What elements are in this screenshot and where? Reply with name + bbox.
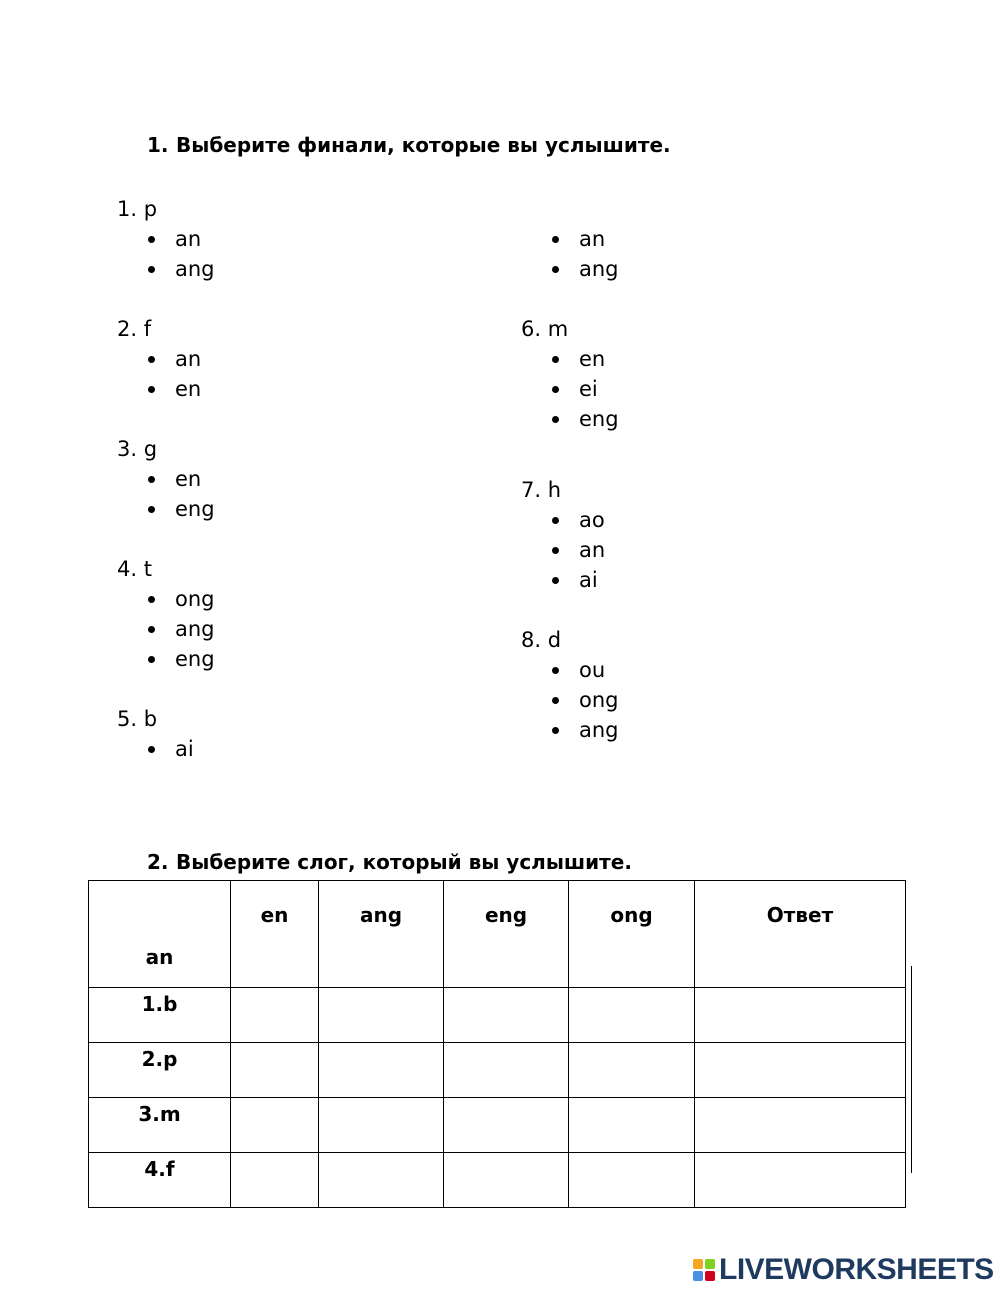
- row-label-cell: 2.p: [89, 1043, 231, 1098]
- option-label: en: [175, 467, 202, 491]
- option-item[interactable]: [521, 347, 619, 377]
- option-item[interactable]: [521, 658, 619, 688]
- question-label: 2. f: [117, 317, 152, 341]
- section-2-number: 2.: [147, 850, 169, 874]
- row-label-cell: 3.m: [89, 1098, 231, 1153]
- bullet-icon: [552, 517, 559, 524]
- bullet-icon: [552, 266, 559, 273]
- option-label: an: [175, 347, 202, 371]
- option-label: ang: [579, 718, 619, 742]
- logo-block: [693, 1271, 703, 1281]
- option-label: ang: [175, 257, 215, 281]
- section-1-title: Выберите финали, которые вы услышите.: [176, 133, 671, 157]
- bullet-icon: [552, 356, 559, 363]
- table-extra-border: [911, 966, 912, 1173]
- bullet-icon: [148, 656, 155, 663]
- liveworksheets-logo: [693, 1253, 994, 1286]
- option-label: ei: [579, 377, 598, 401]
- question-label: 4. t: [117, 557, 152, 581]
- section-1-number: 1.: [147, 133, 169, 157]
- table-row: [89, 1043, 906, 1098]
- answer-cell[interactable]: [319, 1098, 444, 1153]
- table-header-cell: an: [89, 881, 231, 988]
- bullet-icon: [552, 697, 559, 704]
- table-header-row: [89, 881, 906, 988]
- option-label: ao: [579, 508, 605, 532]
- bullet-icon: [552, 577, 559, 584]
- bullet-icon: [148, 746, 155, 753]
- option-list: [521, 347, 619, 437]
- answer-cell[interactable]: [231, 1043, 319, 1098]
- bullet-icon: [148, 266, 155, 273]
- row-label-cell: 4.f: [89, 1153, 231, 1208]
- answer-cell[interactable]: [695, 1153, 906, 1208]
- option-item[interactable]: [521, 508, 605, 538]
- option-item[interactable]: [117, 257, 215, 287]
- bullet-icon: [552, 236, 559, 243]
- bullet-icon: [148, 356, 155, 363]
- option-label: eng: [175, 497, 215, 521]
- table-header-cell: en: [231, 881, 319, 988]
- bullet-icon: [148, 626, 155, 633]
- question-label: 5. b: [117, 707, 158, 731]
- option-label: ong: [579, 688, 619, 712]
- logo-block: [693, 1259, 703, 1269]
- option-item[interactable]: [521, 407, 619, 437]
- option-list: [117, 467, 215, 527]
- option-label: ou: [579, 658, 606, 682]
- answer-cell[interactable]: [319, 1153, 444, 1208]
- option-label: en: [579, 347, 606, 371]
- bullet-icon: [552, 386, 559, 393]
- bullet-icon: [552, 727, 559, 734]
- question-label: 6. m: [521, 317, 569, 341]
- option-label: ang: [175, 617, 215, 641]
- option-label: ong: [175, 587, 215, 611]
- question-label: 1. p: [117, 197, 158, 221]
- bullet-icon: [148, 236, 155, 243]
- option-label: en: [175, 377, 202, 401]
- answer-cell[interactable]: [695, 1098, 906, 1153]
- logo-text: LIVEWORKSHEETS: [719, 1253, 994, 1286]
- section-2-heading: [147, 850, 632, 874]
- option-item[interactable]: [117, 497, 215, 527]
- answer-cell[interactable]: [695, 1043, 906, 1098]
- bullet-icon: [552, 667, 559, 674]
- option-item[interactable]: [521, 377, 619, 407]
- table-header-cell: ong: [569, 881, 695, 988]
- row-label-cell: 1.b: [89, 988, 231, 1043]
- option-label: ai: [175, 737, 194, 761]
- option-label: eng: [175, 647, 215, 671]
- option-list: [521, 658, 619, 748]
- option-list: [117, 587, 215, 677]
- answer-cell[interactable]: [319, 988, 444, 1043]
- answer-cell[interactable]: [569, 1043, 695, 1098]
- answer-cell[interactable]: [231, 1153, 319, 1208]
- answer-cell[interactable]: [319, 1043, 444, 1098]
- bullet-icon: [148, 386, 155, 393]
- answer-cell[interactable]: [569, 988, 695, 1043]
- section-1-heading: [147, 133, 671, 157]
- option-item[interactable]: [521, 568, 605, 598]
- answer-cell[interactable]: [695, 988, 906, 1043]
- option-list: [521, 508, 605, 598]
- table-row: [89, 1153, 906, 1208]
- option-label: ang: [579, 257, 619, 281]
- question-label: 7. h: [521, 478, 562, 502]
- answer-cell[interactable]: [444, 1043, 569, 1098]
- bullet-icon: [148, 596, 155, 603]
- answer-table: [88, 880, 906, 1208]
- table-header-cell: Ответ: [695, 881, 906, 988]
- section-2-title: Выберите слог, который вы услышите.: [176, 850, 632, 874]
- option-item[interactable]: [521, 688, 619, 718]
- option-list: [117, 227, 215, 287]
- option-item[interactable]: [117, 617, 215, 647]
- logo-blocks-icon: [693, 1259, 715, 1281]
- bullet-icon: [148, 506, 155, 513]
- option-item[interactable]: [117, 647, 215, 677]
- option-list: [521, 227, 619, 287]
- logo-block: [705, 1271, 715, 1281]
- table-row: [89, 1098, 906, 1153]
- option-item[interactable]: [521, 227, 619, 257]
- option-list: [117, 737, 194, 767]
- answer-cell[interactable]: [231, 988, 319, 1043]
- answer-cell[interactable]: [231, 1098, 319, 1153]
- table-header-cell: ang: [319, 881, 444, 988]
- bullet-icon: [148, 476, 155, 483]
- option-list: [117, 347, 201, 407]
- answer-cell[interactable]: [444, 1153, 569, 1208]
- option-item[interactable]: [521, 718, 619, 748]
- answer-cell[interactable]: [444, 988, 569, 1043]
- table-header-cell: eng: [444, 881, 569, 988]
- option-label: an: [579, 538, 606, 562]
- logo-block: [705, 1259, 715, 1269]
- bullet-icon: [552, 416, 559, 423]
- answer-cell[interactable]: [569, 1153, 695, 1208]
- option-item[interactable]: [117, 347, 201, 377]
- option-item[interactable]: [117, 467, 215, 497]
- option-label: eng: [579, 407, 619, 431]
- option-item[interactable]: [117, 737, 194, 767]
- question-label: 8. d: [521, 628, 562, 652]
- option-label: an: [175, 227, 202, 251]
- option-item[interactable]: [521, 538, 605, 568]
- option-item[interactable]: [117, 377, 201, 407]
- option-item[interactable]: [117, 587, 215, 617]
- answer-cell[interactable]: [444, 1098, 569, 1153]
- option-item[interactable]: [117, 227, 215, 257]
- answer-cell[interactable]: [569, 1098, 695, 1153]
- option-item[interactable]: [521, 257, 619, 287]
- table-row: [89, 988, 906, 1043]
- bullet-icon: [552, 547, 559, 554]
- question-label: 3. g: [117, 437, 158, 461]
- option-label: an: [579, 227, 606, 251]
- option-label: ai: [579, 568, 598, 592]
